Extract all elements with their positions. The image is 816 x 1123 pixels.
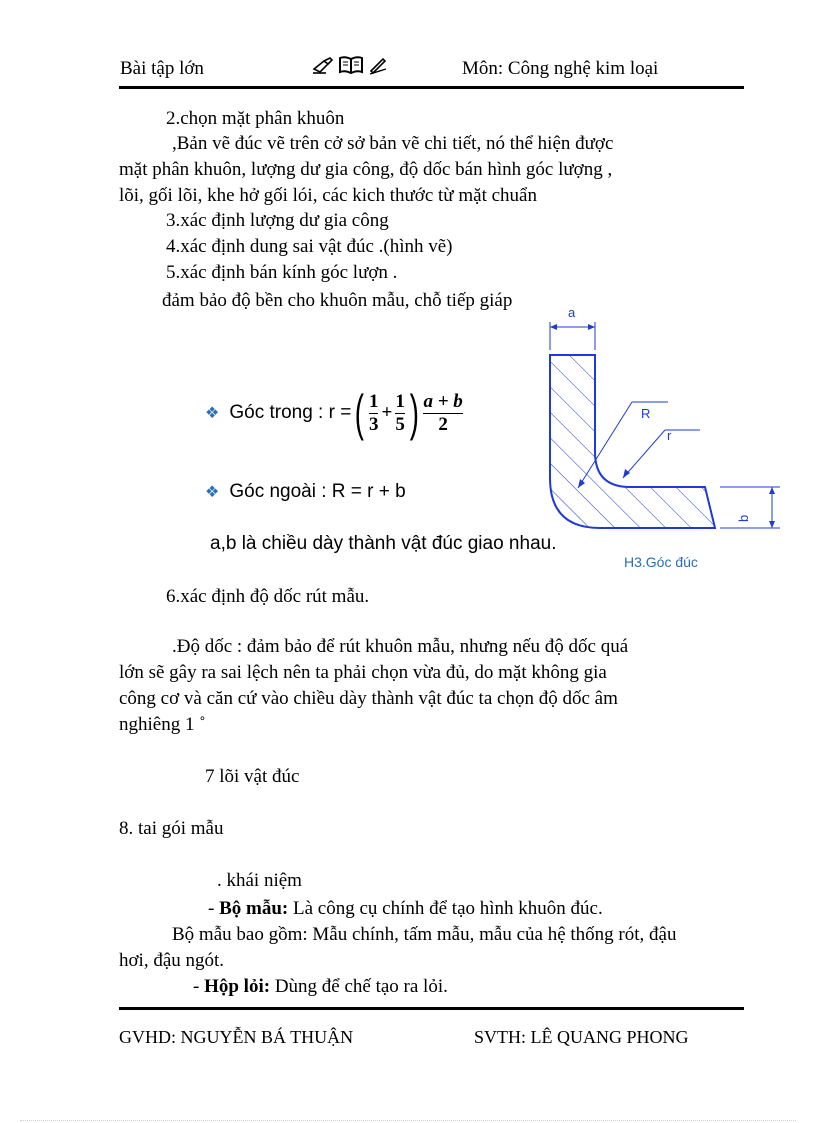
pen-icon xyxy=(368,55,388,75)
leader-r xyxy=(623,430,665,478)
footer-right: SVTH: LÊ QUANG PHONG xyxy=(474,1027,689,1047)
left-paren: ( xyxy=(355,385,365,441)
bo-mau-term: Bộ mẫu: xyxy=(219,898,289,919)
label-a: a xyxy=(568,305,576,320)
para-line-3: lõi, gối lõi, khe hở gối lói, các kich thước từ mặt chuẩn xyxy=(119,185,537,206)
section-6-heading: 6.xác định độ dốc rút mẫu. xyxy=(166,586,370,607)
bo-mau-components-2: hơi, đậu ngót. xyxy=(119,950,225,971)
plus-sign: + xyxy=(381,402,393,423)
draft-para-4: nghiêng 1 ˚ xyxy=(119,714,206,735)
header-left: Bài tập lớn xyxy=(120,58,204,79)
draft-para-1: .Độ dốc : đảm bảo để rút khuôn mẫu, nhưng nếu độ dốc quá xyxy=(172,636,629,657)
section-4-heading: 4.xác định dung sai vật đúc .(hình vẽ) xyxy=(166,236,453,257)
hop-loi-line xyxy=(193,976,448,998)
thickness-note: a,b là chiều dày thành vật đúc giao nhau. xyxy=(210,533,557,554)
footer-left: GVHD: NGUYỄN BÁ THUẬN xyxy=(119,1027,354,1047)
header-icons xyxy=(312,55,388,75)
draft-para-3: công cơ và căn cứ vào chiều dày thành vật đúc ta chọn độ dốc âm xyxy=(119,688,618,709)
section-8-heading: 8. tai gói mẫu xyxy=(119,818,224,839)
label-R: R xyxy=(641,406,651,421)
fraction-ab-2 xyxy=(423,391,462,436)
bo-mau-line xyxy=(208,898,603,920)
frac-denominator: 2 xyxy=(438,413,448,435)
bo-mau-definition: Là công cụ chính để tạo hình khuôn đúc. xyxy=(288,898,603,919)
formula-inner-fillet xyxy=(205,385,464,441)
concept-heading: . khái niệm xyxy=(217,870,302,891)
casting-corner-figure xyxy=(540,300,785,585)
diamond-bullet-icon: ❖ xyxy=(205,405,220,422)
fraction-1-3 xyxy=(369,391,379,436)
label-b: b xyxy=(736,514,751,522)
frac-numerator: 1 xyxy=(368,390,379,412)
section-3-heading: 3.xác định lượng dư gia công xyxy=(166,210,389,231)
para-line-2: mặt phân khuôn, lượng dư gia công, độ dốc bán hình góc lượng , xyxy=(119,159,613,180)
frac-denominator: 3 xyxy=(368,413,379,435)
figure-caption: H3.Góc đúc xyxy=(624,554,698,570)
dash: - xyxy=(208,898,220,919)
book-icon xyxy=(338,55,364,75)
writing-hand-icon xyxy=(312,55,334,75)
header-right: Môn: Công nghệ kim loại xyxy=(462,58,659,79)
draft-para-2: lớn sẽ gây ra sai lệch nên ta phải chọn vừa đủ, do mặt không gia xyxy=(119,662,607,683)
fraction-1-5 xyxy=(395,391,405,436)
dash: - xyxy=(193,976,205,997)
formula-inner-label: Góc trong : r = xyxy=(229,402,352,423)
section-7-heading: 7 lõi vật đúc xyxy=(205,766,300,787)
hop-loi-definition: Dùng để chế tạo ra lỏi. xyxy=(270,976,448,997)
para-line-1: ,Bản vẽ đúc vẽ trên cở sở bản vẽ chi tiết, nó thể hiện được xyxy=(172,133,614,154)
bo-mau-components-1: Bộ mẫu bao gồm: Mẫu chính, tấm mẫu, mẫu của hệ thống rót, đậu xyxy=(172,924,677,945)
section-5-heading: 5.xác định bán kính góc lượn . xyxy=(166,262,398,283)
footer-rule xyxy=(119,1007,744,1010)
page-bottom-edge xyxy=(20,1120,796,1121)
fillet-note: đảm bảo độ bền cho khuôn mẫu, chỗ tiếp giáp xyxy=(162,290,513,311)
label-r: r xyxy=(667,428,672,443)
hop-loi-term: Hộp lỏi: xyxy=(204,976,271,997)
frac-numerator: 1 xyxy=(395,390,405,412)
casting-section xyxy=(550,355,715,528)
formula-outer-text: Góc ngoài : R = r + b xyxy=(229,481,406,502)
diamond-bullet-icon: ❖ xyxy=(205,484,220,501)
formula-outer-fillet xyxy=(205,481,406,503)
right-paren: ) xyxy=(409,385,419,441)
header-rule xyxy=(119,86,744,89)
section-2-heading: 2.chọn mặt phân khuôn xyxy=(166,108,345,129)
frac-denominator: 5 xyxy=(395,413,405,435)
frac-numerator: a + b xyxy=(423,390,463,412)
